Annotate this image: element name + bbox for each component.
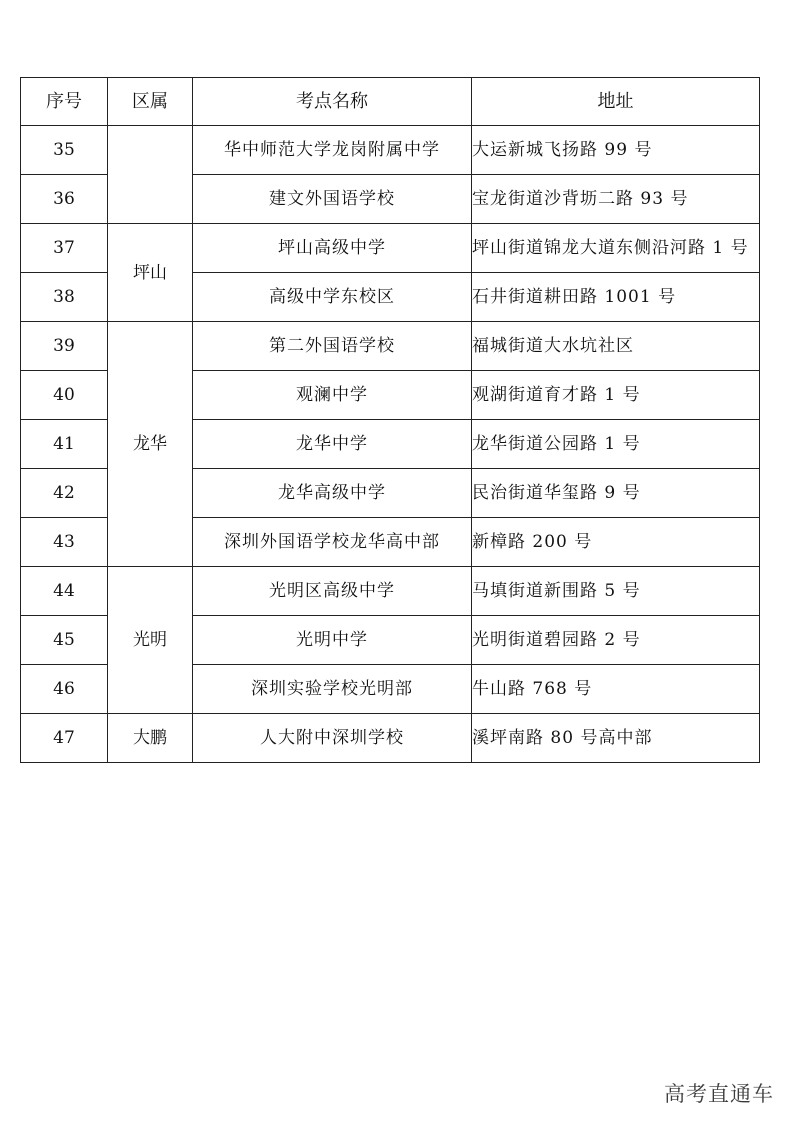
- address-cell: 坪山街道锦龙大道东侧沿河路 1 号: [472, 224, 760, 273]
- table-row: [21, 126, 760, 175]
- seq-cell: 42: [21, 469, 108, 518]
- header-seq: 序号: [21, 78, 108, 126]
- address-cell: 光明街道碧园路 2 号: [472, 616, 760, 665]
- name-cell: 光明中学: [193, 616, 472, 665]
- seq-cell: 45: [21, 616, 108, 665]
- district-cell-dapeng: 大鹏: [108, 714, 193, 763]
- address-cell: 民治街道华玺路 9 号: [472, 469, 760, 518]
- table-header-row: [21, 78, 760, 126]
- name-cell: 高级中学东校区: [193, 273, 472, 322]
- address-cell: 石井街道耕田路 1001 号: [472, 273, 760, 322]
- header-address: 地址: [472, 78, 760, 126]
- name-cell: 第二外国语学校: [193, 322, 472, 371]
- header-district: 区属: [108, 78, 193, 126]
- name-cell: 坪山高级中学: [193, 224, 472, 273]
- name-cell: 华中师范大学龙岗附属中学: [193, 126, 472, 175]
- address-cell: 宝龙街道沙背坜二路 93 号: [472, 175, 760, 224]
- seq-cell: 37: [21, 224, 108, 273]
- seq-cell: 43: [21, 518, 108, 567]
- address-cell: 牛山路 768 号: [472, 665, 760, 714]
- seq-cell: 47: [21, 714, 108, 763]
- name-cell: 观澜中学: [193, 371, 472, 420]
- district-cell-pingshan: 坪山: [108, 224, 193, 322]
- watermark-text: 高考直通车: [664, 1082, 774, 1106]
- seq-cell: 41: [21, 420, 108, 469]
- district-cell-empty: [108, 126, 193, 224]
- name-cell: 龙华中学: [193, 420, 472, 469]
- address-cell: 大运新城飞扬路 99 号: [472, 126, 760, 175]
- address-cell: 新樟路 200 号: [472, 518, 760, 567]
- seq-cell: 39: [21, 322, 108, 371]
- address-cell: 观湖街道育才路 1 号: [472, 371, 760, 420]
- address-cell: 福城街道大水坑社区: [472, 322, 760, 371]
- district-cell-guangming: 光明: [108, 567, 193, 714]
- name-cell: 光明区高级中学: [193, 567, 472, 616]
- table-row: [21, 714, 760, 763]
- name-cell: 人大附中深圳学校: [193, 714, 472, 763]
- name-cell: 深圳外国语学校龙华高中部: [193, 518, 472, 567]
- exam-sites-table: [20, 77, 760, 763]
- address-cell: 马填街道新围路 5 号: [472, 567, 760, 616]
- table-row: [21, 567, 760, 616]
- seq-cell: 36: [21, 175, 108, 224]
- seq-cell: 46: [21, 665, 108, 714]
- seq-cell: 44: [21, 567, 108, 616]
- address-cell: 龙华街道公园路 1 号: [472, 420, 760, 469]
- table-row: [21, 322, 760, 371]
- district-cell-longhua: 龙华: [108, 322, 193, 567]
- seq-cell: 40: [21, 371, 108, 420]
- header-name: 考点名称: [193, 78, 472, 126]
- name-cell: 龙华高级中学: [193, 469, 472, 518]
- name-cell: 深圳实验学校光明部: [193, 665, 472, 714]
- seq-cell: 38: [21, 273, 108, 322]
- name-cell: 建文外国语学校: [193, 175, 472, 224]
- address-cell: 溪坪南路 80 号高中部: [472, 714, 760, 763]
- seq-cell: 35: [21, 126, 108, 175]
- table-row: [21, 224, 760, 273]
